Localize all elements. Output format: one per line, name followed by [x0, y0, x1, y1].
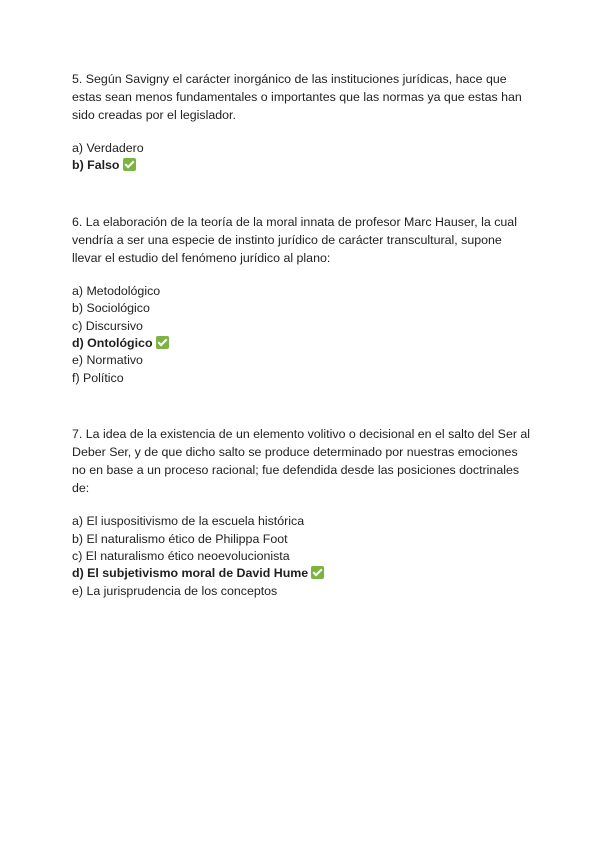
- options-list: [72, 513, 532, 600]
- option-a: [72, 513, 532, 530]
- option-label: e) Normativo: [72, 353, 143, 368]
- question-text: 5. Según Savigny el carácter inorgánico de las instituciones jurídicas, hace que estas sean menos fundamentales o importantes que las normas ya que estas han sido creadas por el legislador.: [72, 72, 522, 122]
- question-text: 7. La idea de la existencia de un elemento volitivo o decisional en el salto del Ser al Deber Ser, y de que dicho salto se produce determinado por nuestras emociones no en base a un proceso racional; fue defendida desde las posiciones doctrinales de:: [72, 427, 531, 496]
- option-c: [72, 318, 532, 335]
- check-mark-icon: [123, 158, 136, 171]
- check-mark-icon: [311, 566, 324, 579]
- option-label: c) El naturalismo ético neoevolucionista: [72, 549, 290, 564]
- question-block-6: [72, 213, 532, 387]
- option-label: d) El subjetivismo moral de David Hume: [72, 566, 309, 581]
- options-list: [72, 140, 532, 175]
- option-label: a) El iuspositivismo de la escuela histórica: [72, 514, 305, 529]
- option-e: [72, 352, 532, 369]
- option-b: [72, 300, 532, 317]
- option-label: a) Verdadero: [72, 141, 144, 155]
- option-f: [72, 370, 532, 387]
- option-label: e) La jurisprudencia de los conceptos: [72, 583, 278, 598]
- option-d-correct: [72, 335, 532, 352]
- check-mark-icon: [156, 336, 169, 349]
- question-block-7: [72, 425, 532, 600]
- option-c: [72, 548, 532, 565]
- option-e: [72, 583, 532, 600]
- option-b-correct: [72, 157, 532, 174]
- option-d-correct: [72, 565, 532, 582]
- question-text: 6. La elaboración de la teoría de la moral innata de profesor Marc Hauser, la cual vendría a ser una especie de instinto jurídico de carácter transcultural, supone llevar el estudio del fenómeno jurídico al plano:: [72, 214, 517, 265]
- options-list: [72, 283, 532, 387]
- option-b: [72, 531, 532, 548]
- option-label: f) Político: [72, 370, 124, 385]
- option-a: [72, 140, 532, 157]
- option-label: d) Ontológico: [72, 336, 153, 351]
- option-label: b) Falso: [72, 158, 120, 173]
- option-label: b) Sociológico: [72, 301, 150, 316]
- option-label: c) Discursivo: [72, 318, 143, 333]
- question-block-5: [72, 70, 532, 175]
- document-page: [72, 70, 532, 600]
- option-a: [72, 283, 532, 300]
- option-label: b) El naturalismo ético de Philippa Foot: [72, 531, 288, 546]
- option-label: a) Metodológico: [72, 283, 161, 298]
